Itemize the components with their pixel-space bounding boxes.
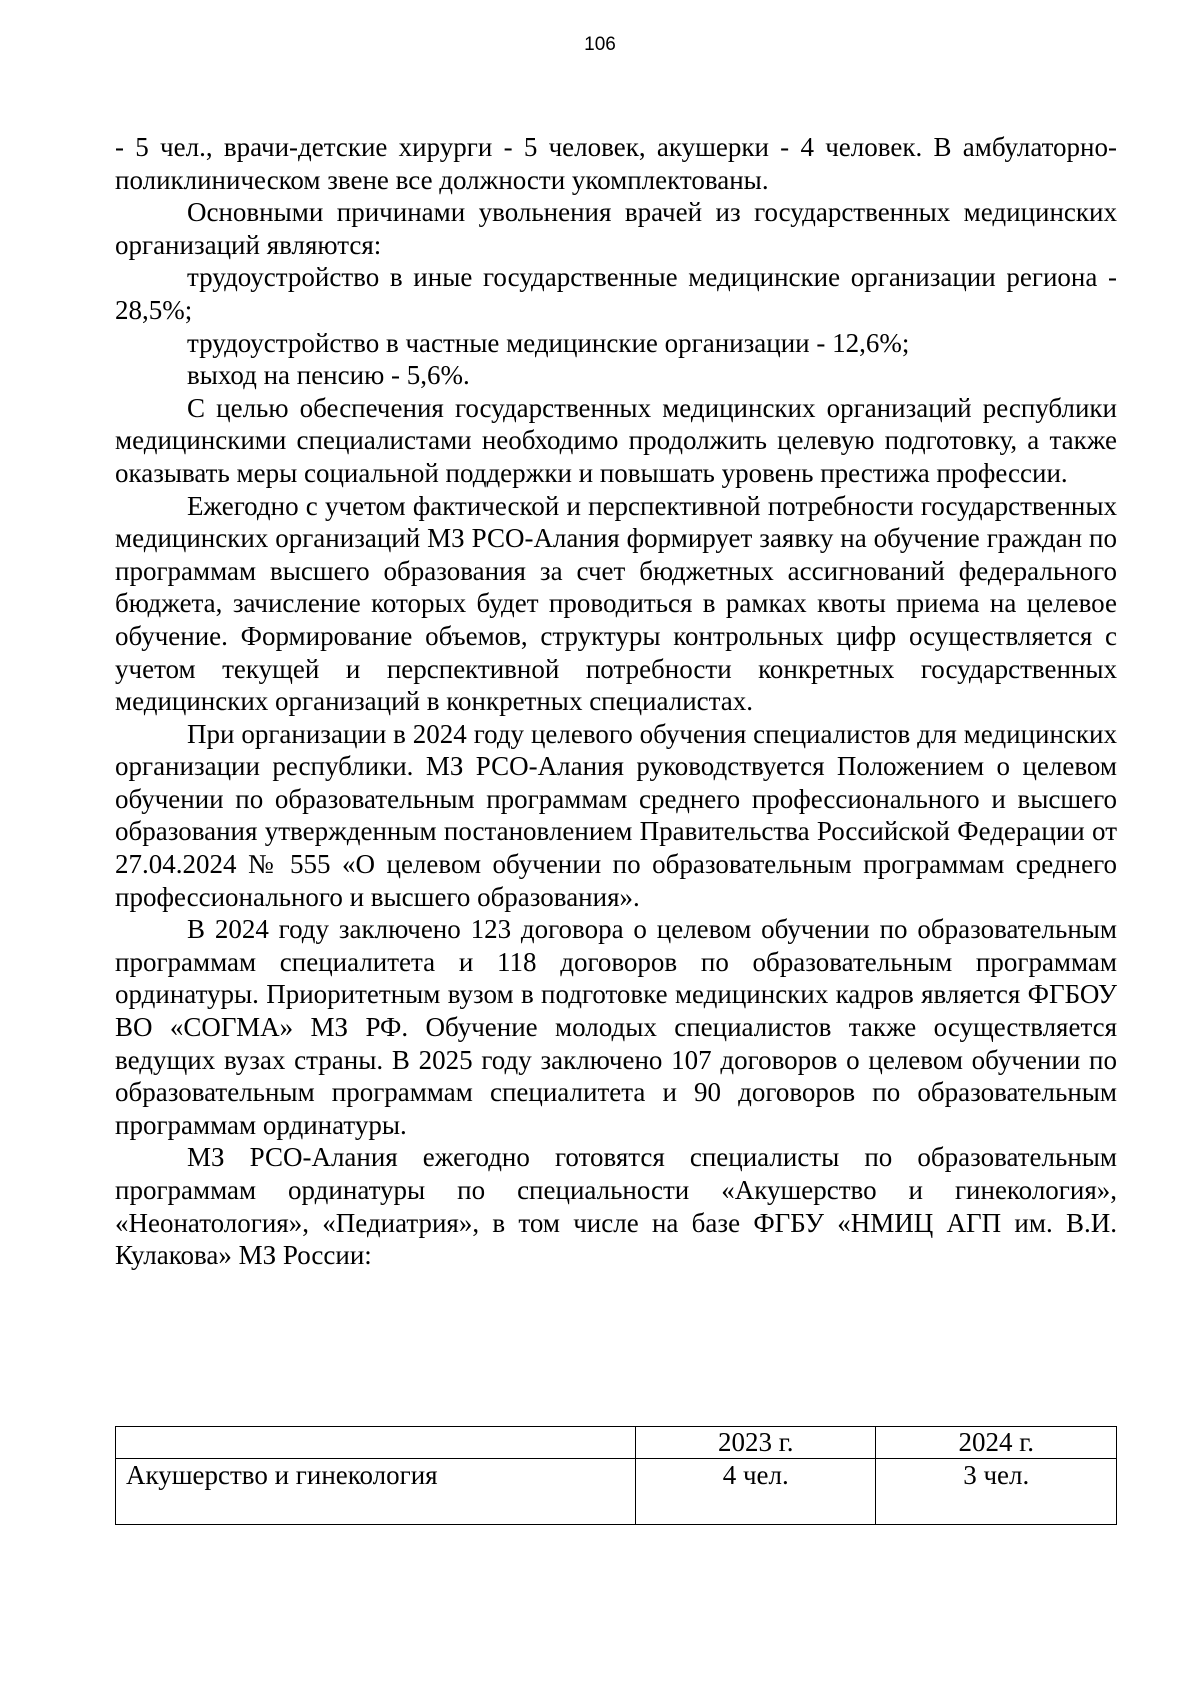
body-text (115, 131, 1117, 1272)
list-item: трудоустройство в частные медицинские организации - 12,6%; (187, 327, 910, 358)
paragraph: С целью обеспечения государственных медицинских организаций республики медицинскими специалистами необходимо продолжить целевую подготовку, а также оказывать меры социальной поддержки и повышать уровень престижа профессии. (115, 392, 1117, 488)
table-header-cell (116, 1427, 636, 1459)
table-cell-2024: 3 чел. (876, 1459, 1117, 1525)
paragraph: В 2024 году заключено 123 договора о целевом обучении по образовательным программам специалитета и 118 договоров по образовательным программам ординатуры. Приоритетным вузом в подготовке медицинских кадров является ФГБОУ ВО «СОГМА» МЗ РФ. Обучение молодых специалистов также осуществляется ведущих вузах страны. В 2025 году заключено 107 договоров о целевом обучении по образовательным программам специалитета и 90 договоров по образовательным программам ординатуры. (115, 914, 1117, 1140)
table-cell-2023: 4 чел. (635, 1459, 876, 1525)
table-header-row (116, 1427, 1117, 1459)
page-number: 106 (584, 34, 616, 55)
paragraph: МЗ РСО-Алания ежегодно готовятся специалисты по образовательным программам ординатуры по специальности «Акушерство и гинекология», «Неонатология», «Педиатрия», в том числе на базе ФГБУ «НМИЦ АГП им. В.И. Кулакова» МЗ России: (115, 1142, 1117, 1271)
paragraph: Ежегодно с учетом фактической и перспективной потребности государственных медицинских организаций МЗ РСО-Алания формирует заявку на обучение граждан по программам высшего образования за счет бюджетных ассигнований федерального бюджета, зачисление которых будет проводиться в рамках квоты приема на целевое обучение. Формирование объемов, структуры контрольных цифр осуществляется с учетом текущей и перспективной потребности конкретных государственных медицинских организаций в конкретных специалистах. (115, 490, 1117, 717)
table-cell-specialty: Акушерство и гинекология (116, 1459, 636, 1525)
paragraph: При организации в 2024 году целевого обучения специалистов для медицинских организации республики. МЗ РСО-Алания руководствуется Положением о целевом обучении по образовательным программам среднего профессионального и высшего образования утвержденным постановлением Правительства Российской Федерации от 27.04.2024 № 555 «О целевом обучении по образовательным программам среднего профессионального и высшего образования». (115, 718, 1117, 912)
table-header-cell: 2023 г. (635, 1427, 876, 1459)
paragraph: - 5 чел., врачи-детские хирурги - 5 человек, акушерки - 4 человек. В амбулаторно-поликлиническом звене все должности укомплектованы. (115, 132, 1117, 195)
paragraph: Основными причинами увольнения врачей из государственных медицинских организаций являются: (115, 197, 1117, 260)
residency-table (115, 1426, 1117, 1525)
table-row (116, 1459, 1117, 1525)
table-header-cell: 2024 г. (876, 1427, 1117, 1459)
list-item: трудоустройство в иные государственные медицинские организации региона - 28,5%; (115, 262, 1117, 325)
list-item: выход на пенсию - 5,6%. (187, 360, 470, 391)
